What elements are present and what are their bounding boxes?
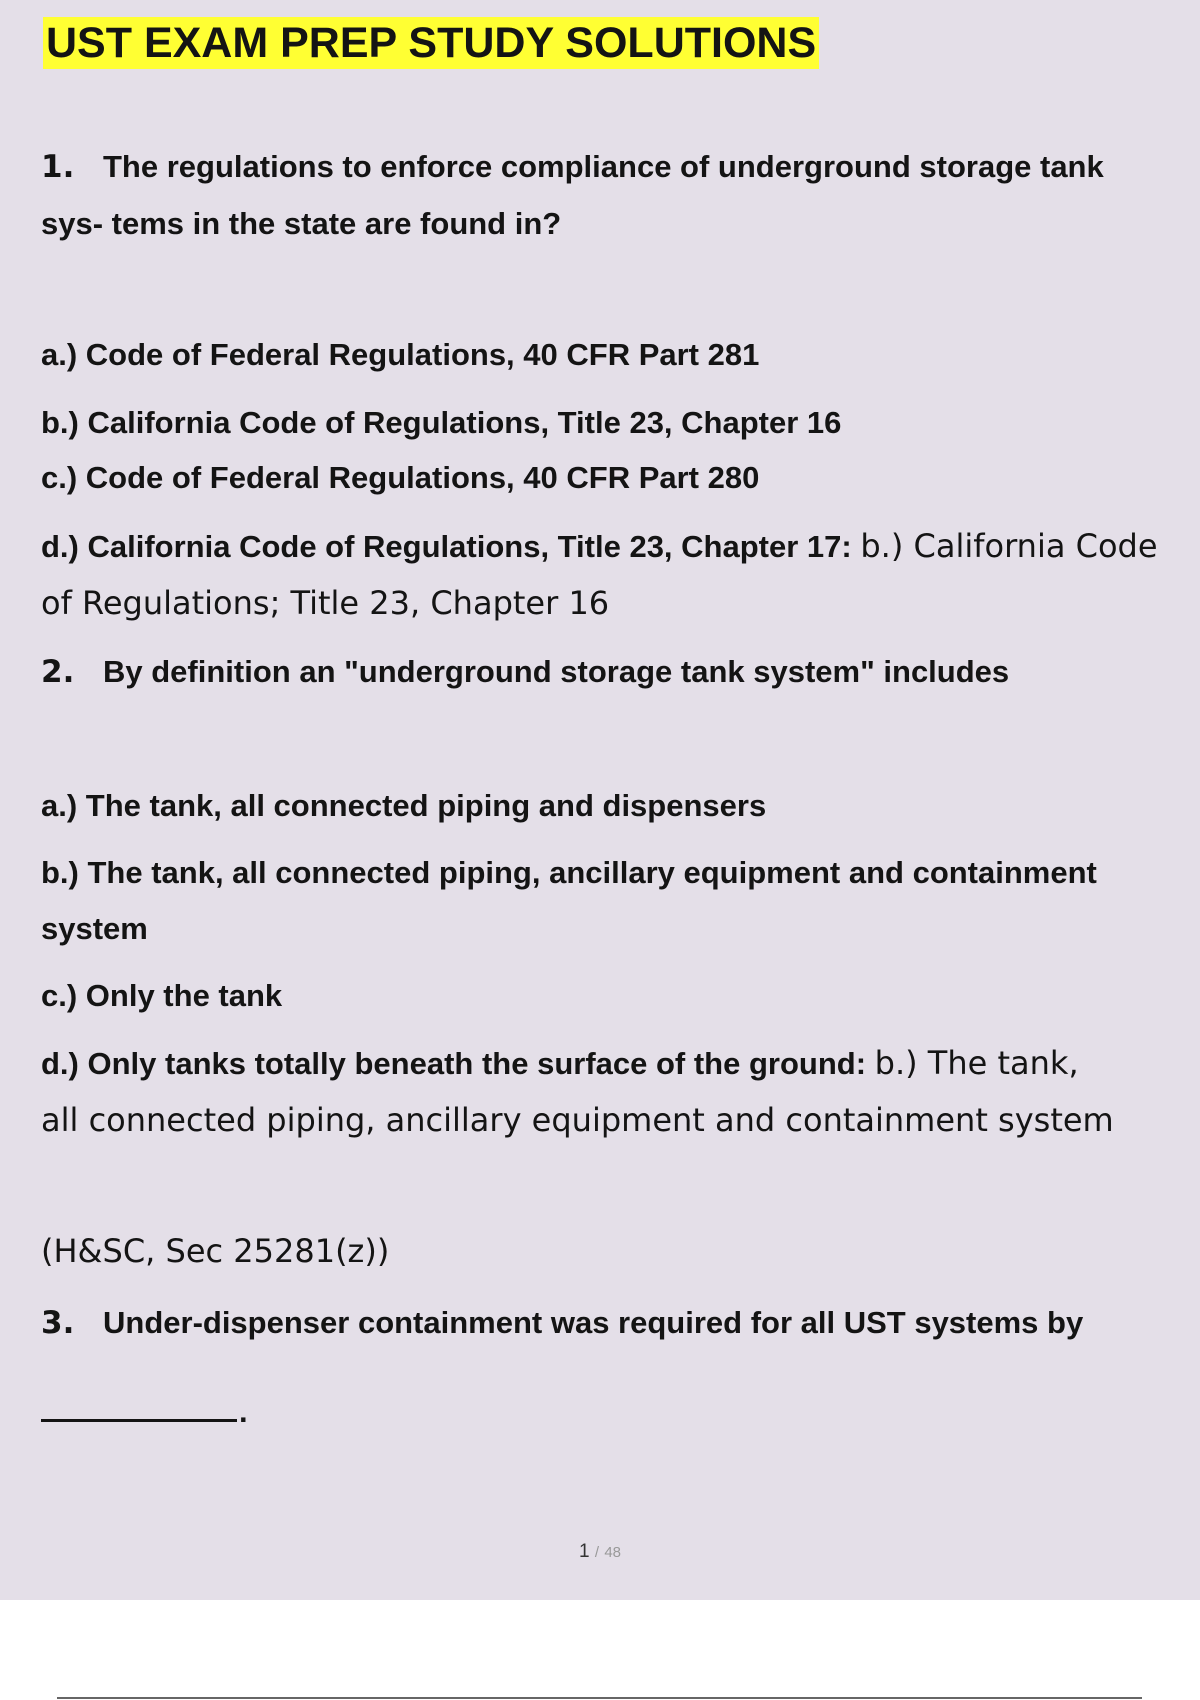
question-2-text: By definition an "underground storage tank system" includes: [103, 654, 1010, 689]
question-2-number: 2.: [41, 654, 75, 690]
document-title: UST EXAM PREP STUDY SOLUTIONS: [43, 17, 819, 69]
question-1-line-1: [41, 147, 1104, 187]
question-3-number: 3.: [41, 1305, 75, 1341]
question-1-text: The regulations to enforce compliance of underground storage tank: [103, 149, 1104, 184]
question-3-line-1: [41, 1303, 1083, 1343]
question-2-option-c: c.) Only the tank: [41, 978, 283, 1013]
question-1-option-d: [41, 526, 1158, 567]
question-2-reference: (H&SC, Sec 25281(z)): [41, 1232, 390, 1270]
question-3-blank-suffix: .: [239, 1394, 248, 1429]
question-2-line-1: [41, 652, 1009, 692]
question-2-option-b-continued: system: [41, 911, 148, 946]
question-2-answer-continued: all connected piping, ancillary equipment and containment system: [41, 1101, 1114, 1139]
question-2-option-b: b.) The tank, all connected piping, ancillary equipment and containment: [41, 855, 1097, 890]
question-1-option-b: b.) California Code of Regulations, Title 23, Chapter 16: [41, 405, 842, 440]
fill-in-blank-line: [41, 1419, 237, 1422]
question-1-option-c: c.) Code of Federal Regulations, 40 CFR Part 280: [41, 460, 760, 495]
current-page-number: 1: [579, 1541, 590, 1562]
next-page-divider: [57, 1697, 1142, 1699]
question-2-option-a: a.) The tank, all connected piping and dispensers: [41, 788, 767, 823]
question-2-answer: b.) The tank,: [874, 1044, 1079, 1082]
question-1-line-2: sys- tems in the state are found in?: [41, 206, 562, 241]
question-1-answer: b.) California Code: [860, 527, 1158, 565]
page-indicator: [0, 1541, 1200, 1563]
page-separator: /: [594, 1544, 600, 1561]
question-1-number: 1.: [41, 149, 75, 185]
total-pages: 48: [604, 1544, 621, 1561]
question-1-answer-continued: of Regulations; Title 23, Chapter 16: [41, 584, 610, 622]
question-1-option-a: a.) Code of Federal Regulations, 40 CFR Part 281: [41, 337, 760, 372]
question-2-option-d-text: d.) Only tanks totally beneath the surface of the ground:: [41, 1046, 867, 1081]
question-1-option-d-text: d.) California Code of Regulations, Title 23, Chapter 17:: [41, 529, 852, 564]
question-2-option-d: [41, 1043, 1079, 1084]
question-3-answer-blank: [41, 1392, 248, 1432]
question-3-text: Under-dispenser containment was required for all UST systems by: [103, 1305, 1084, 1340]
